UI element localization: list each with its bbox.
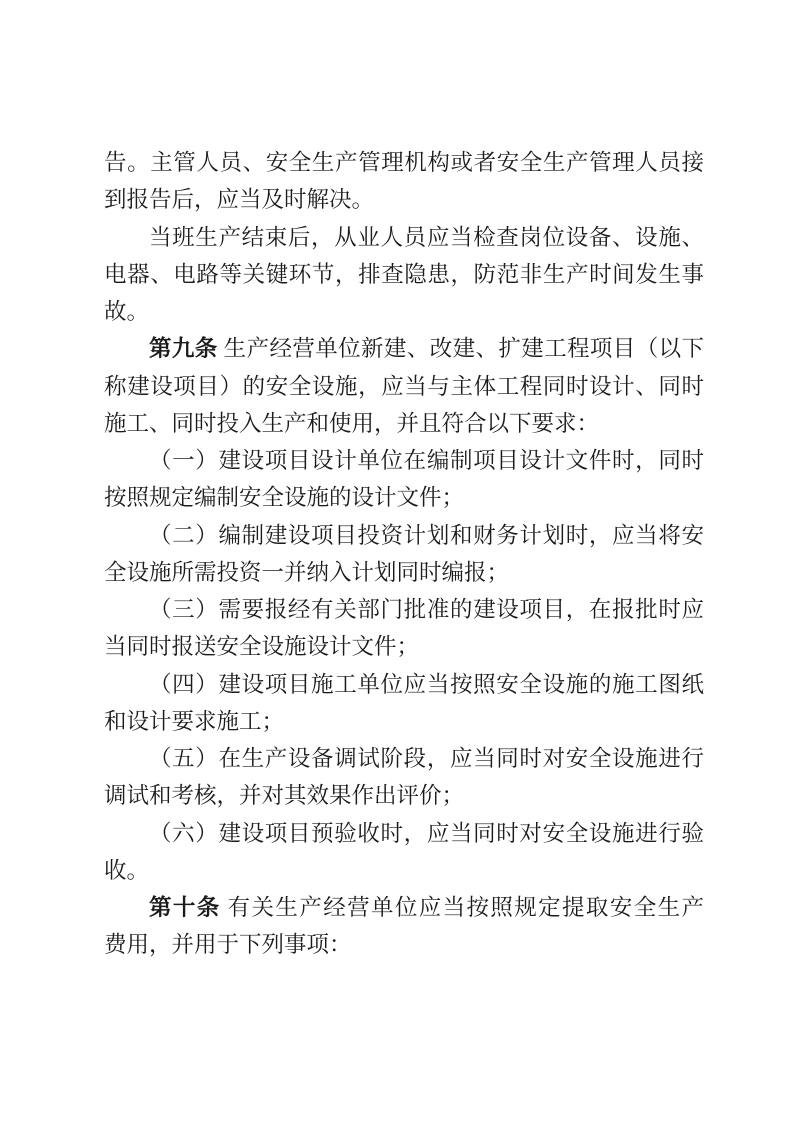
line-text: 生产经营单位新建、改建、扩建工程项目（以下 [217,336,704,362]
text-line [104,144,704,181]
line-text: 当班生产结束后，从业人员应当检查岗位设备、设施、 [149,224,704,250]
article-number: 第十条 [149,895,221,920]
text-line [104,666,704,703]
text-line [104,852,704,889]
article-number: 第九条 [149,336,218,362]
line-text: 有关生产经营单位应当按照规定提取安全生产 [220,895,704,920]
line-text: 调试和考核，并对其效果作出评价； [104,783,465,809]
line-text: 当同时报送安全设施设计文件； [104,634,420,660]
text-line [104,591,704,628]
line-text: 称建设项目）的安全设施，应当与主体工程同时设计、同时 [104,373,704,399]
text-line [104,219,704,256]
text-line [104,479,704,516]
text-line [104,926,704,963]
line-text: （六）建设项目预验收时，应当同时对安全设施进行验 [149,820,704,846]
line-text: 到报告后，应当及时解决。 [104,187,375,213]
line-text: （一）建设项目设计单位在编制项目设计文件时，同时 [149,448,704,473]
text-line [104,777,704,814]
article-line [104,889,704,926]
text-line [104,256,704,293]
article-line [104,330,704,367]
text-line [104,181,704,218]
text-line [104,517,704,554]
line-text: 施工、同时投入生产和使用，并且符合以下要求： [104,410,600,436]
text-line [104,405,704,442]
line-text: （二）编制建设项目投资计划和财务计划时，应当将安 [149,522,704,548]
text-line [104,740,704,777]
text-line [104,628,704,665]
line-text: 按照规定编制安全设施的设计文件； [104,485,465,511]
line-text: （三）需要报经有关部门批准的建设项目，在报批时应 [149,597,704,622]
text-line [104,554,704,591]
line-text: 电器、电路等关键环节，排查隐患，防范非生产时间发生事 [104,261,704,287]
line-text: （五）在生产设备调试阶段，应当同时对安全设施进行 [149,746,704,771]
line-text: （四）建设项目施工单位应当按照安全设施的施工图纸 [149,671,704,697]
line-text: 费用，并用于下列事项： [104,932,352,958]
text-line [104,442,704,479]
text-line [104,368,704,405]
text-line [104,703,704,740]
line-text: 告。主管人员、安全生产管理机构或者安全生产管理人员接 [104,150,704,175]
line-text: 收。 [104,857,150,883]
line-text: 故。 [104,299,150,324]
line-text: 全设施所需投资一并纳入计划同时编报； [104,559,510,585]
document-body [104,144,704,964]
line-text: 和设计要求施工； [104,708,285,734]
text-line [104,815,704,852]
text-line [104,293,704,330]
